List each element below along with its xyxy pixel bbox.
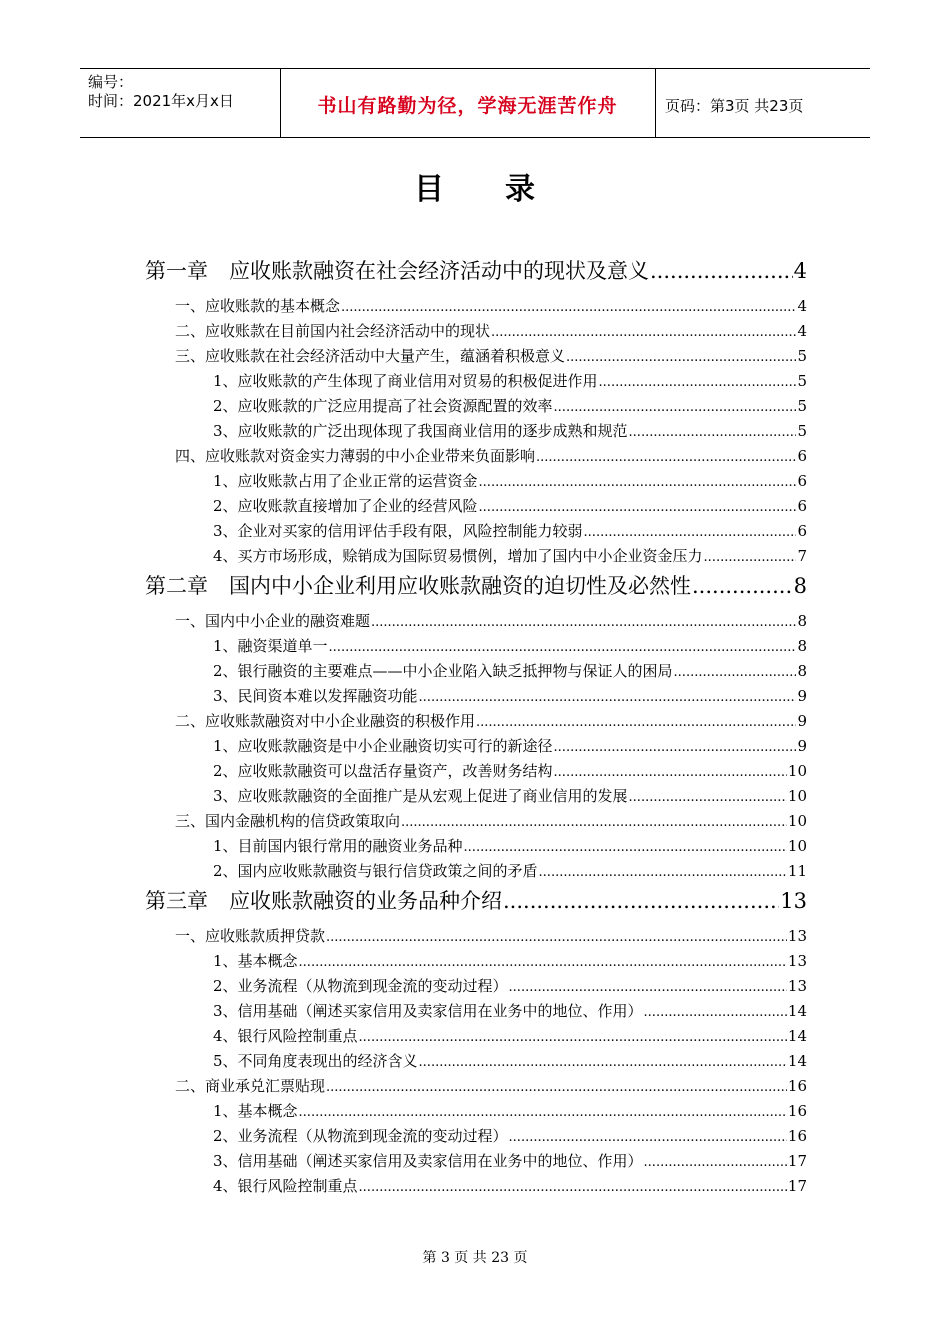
toc-page-number: 13: [787, 977, 807, 995]
toc-leader-dots: [584, 520, 797, 545]
toc-entry-title: 4、银行风险控制重点: [213, 1177, 358, 1195]
toc-page-number: 16: [787, 1077, 807, 1095]
header-page-info: 页码：第3页 共23页: [665, 97, 804, 115]
toc-page-number: 6: [797, 472, 807, 490]
title-char: 目: [414, 172, 445, 207]
toc-entry-sub[interactable]: [145, 1049, 807, 1074]
toc-entry-section[interactable]: [145, 709, 807, 734]
toc-page-number: 13: [787, 952, 807, 970]
toc-entry-title: 3、应收账款融资的全面推广是从宏观上促进了商业信用的发展: [213, 787, 628, 805]
toc-entry-title: 1、应收账款的产生体现了商业信用对贸易的积极促进作用: [213, 372, 598, 390]
toc-leader-dots: [554, 735, 797, 760]
toc-entry-title: 1、目前国内银行常用的融资业务品种: [213, 837, 463, 855]
toc-entry-title: 4、买方市场形成，赊销成为国际贸易惯例，增加了国内中小企业资金压力: [213, 547, 703, 565]
toc-entry-title: 2、应收账款的广泛应用提高了社会资源配置的效率: [213, 397, 553, 415]
toc-entry-sub[interactable]: [145, 734, 807, 759]
toc-entry-section[interactable]: [145, 924, 807, 949]
toc-leader-dots: [479, 470, 797, 495]
toc-page-number: 16: [787, 1127, 807, 1145]
toc-page-number: 13: [780, 889, 807, 913]
toc-page-number: 8: [797, 612, 807, 630]
toc-page-number: 4: [797, 297, 807, 315]
page-footer: 第 3 页 共 23 页: [422, 1250, 528, 1266]
toc-page-number: 10: [787, 762, 807, 780]
toc-entry-title: 三、应收账款在社会经济活动中大量产生，蕴涵着积极意义: [175, 347, 566, 365]
toc-page-number: 6: [797, 497, 807, 515]
toc-leader-dots: [503, 884, 779, 918]
toc-page-number: 13: [787, 927, 807, 945]
toc-entry-chapter[interactable]: [145, 569, 807, 609]
toc-entry-title: 1、应收账款占用了企业正常的运营资金: [213, 472, 478, 490]
toc-entry-title: 三、国内金融机构的信贷政策取向: [175, 812, 401, 830]
toc-page-number: 17: [787, 1152, 807, 1170]
toc-entry-sub[interactable]: [145, 1124, 807, 1149]
toc-entry-sub[interactable]: [145, 659, 807, 684]
toc-leader-dots: [554, 395, 797, 420]
toc-entry-title: 1、基本概念: [213, 952, 298, 970]
toc-leader-dots: [599, 370, 797, 395]
toc-entry-sub[interactable]: [145, 784, 807, 809]
title-char: 录: [505, 172, 536, 207]
toc-page-number: 7: [797, 547, 807, 565]
toc-entry-sub[interactable]: [145, 999, 807, 1024]
toc-leader-dots: [329, 635, 797, 660]
toc-entry-title: 二、应收账款在目前国内社会经济活动中的现状: [175, 322, 491, 340]
toc-entry-title: 1、应收账款融资是中小企业融资切实可行的新途径: [213, 737, 553, 755]
toc-entry-sub[interactable]: [145, 634, 807, 659]
toc-entry-title: 一、应收账款质押贷款: [175, 927, 326, 945]
toc-entry-sub[interactable]: [145, 684, 807, 709]
toc-leader-dots: [401, 810, 787, 835]
toc-leader-dots: [299, 1100, 787, 1125]
toc-page-number: 5: [797, 372, 807, 390]
toc-entry-title: 二、商业承兑汇票贴现: [175, 1077, 326, 1095]
toc-entry-sub[interactable]: [145, 394, 807, 419]
page-header: [80, 68, 870, 138]
toc-entry-title: 3、信用基础（阐述买家信用及卖家信用在业务中的地位、作用）: [213, 1002, 643, 1020]
toc-entry-section[interactable]: [145, 444, 807, 469]
toc-page-number: 8: [793, 574, 807, 598]
header-meta: [88, 73, 234, 111]
number-label: 编号：: [88, 73, 134, 91]
toc-leader-dots: [644, 1000, 787, 1025]
toc-entry-sub[interactable]: [145, 494, 807, 519]
toc-leader-dots: [359, 1175, 787, 1200]
toc-leader-dots: [629, 420, 797, 445]
toc-entry-title: 5、不同角度表现出的经济含义: [213, 1052, 418, 1070]
toc-page-number: 16: [787, 1102, 807, 1120]
table-of-contents: [145, 254, 807, 1199]
toc-page-number: 14: [787, 1052, 807, 1070]
toc-entry-title: 3、信用基础（阐述买家信用及卖家信用在业务中的地位、作用）: [213, 1152, 643, 1170]
toc-entry-sub[interactable]: [145, 1149, 807, 1174]
toc-leader-dots: [299, 950, 787, 975]
toc-entry-chapter[interactable]: [145, 254, 807, 294]
toc-entry-title: 1、融资渠道单一: [213, 637, 328, 655]
toc-leader-dots: [629, 785, 787, 810]
toc-entry-title: 四、应收账款对资金实力薄弱的中小企业带来负面影响: [175, 447, 536, 465]
toc-entry-sub[interactable]: [145, 419, 807, 444]
toc-entry-title: 2、应收账款直接增加了企业的经营风险: [213, 497, 478, 515]
toc-entry-title: 2、业务流程（从物流到现金流的变动过程）: [213, 977, 508, 995]
toc-page-number: 10: [787, 837, 807, 855]
toc-entry-sub[interactable]: [145, 759, 807, 784]
toc-entry-sub[interactable]: [145, 1174, 807, 1199]
toc-entry-sub[interactable]: [145, 544, 807, 569]
toc-entry-sub[interactable]: [145, 369, 807, 394]
header-motto: 书山有路勤为径，学海无涯苦作舟: [317, 95, 618, 117]
toc-page-number: 5: [797, 422, 807, 440]
toc-entry-section[interactable]: [145, 319, 807, 344]
toc-page-number: 4: [797, 322, 807, 340]
toc-page-number: 9: [797, 737, 807, 755]
toc-entry-sub[interactable]: [145, 1024, 807, 1049]
toc-entry-title: 2、应收账款融资可以盘活存量资产，改善财务结构: [213, 762, 553, 780]
toc-leader-dots: [692, 569, 793, 603]
toc-leader-dots: [326, 925, 787, 950]
toc-leader-dots: [539, 860, 787, 885]
toc-entry-title: 4、银行风险控制重点: [213, 1027, 358, 1045]
toc-leader-dots: [341, 295, 796, 320]
toc-entry-sub[interactable]: [145, 1099, 807, 1124]
toc-leader-dots: [479, 495, 797, 520]
toc-leader-dots: [509, 975, 787, 1000]
toc-entry-title: 1、基本概念: [213, 1102, 298, 1120]
toc-entry-sub[interactable]: [145, 519, 807, 544]
toc-leader-dots: [326, 1075, 787, 1100]
toc-entry-title: 一、应收账款的基本概念: [175, 297, 341, 315]
toc-entry-title: 第三章 应收账款融资的业务品种介绍: [145, 889, 502, 913]
toc-page-number: 17: [787, 1177, 807, 1195]
toc-leader-dots: [536, 445, 796, 470]
toc-entry-title: 2、银行融资的主要难点——中小企业陷入缺乏抵押物与保证人的困局: [213, 662, 673, 680]
toc-leader-dots: [554, 760, 787, 785]
date-line: 时间：2021年x月x日: [88, 92, 234, 110]
toc-entry-chapter[interactable]: [145, 884, 807, 924]
toc-entry-section[interactable]: [145, 1074, 807, 1099]
toc-leader-dots: [674, 660, 797, 685]
toc-leader-dots: [476, 710, 796, 735]
toc-page-number: 8: [797, 637, 807, 655]
toc-page-number: 5: [797, 397, 807, 415]
toc-entry-sub[interactable]: [145, 469, 807, 494]
toc-entry-sub[interactable]: [145, 859, 807, 884]
toc-entry-title: 3、民间资本难以发挥融资功能: [213, 687, 418, 705]
toc-entry-sub[interactable]: [145, 974, 807, 999]
toc-entry-sub[interactable]: [145, 834, 807, 859]
toc-entry-title: 一、国内中小企业的融资难题: [175, 612, 371, 630]
toc-page-number: 14: [787, 1002, 807, 1020]
toc-entry-title: 2、业务流程（从物流到现金流的变动过程）: [213, 1127, 508, 1145]
toc-entry-sub[interactable]: [145, 949, 807, 974]
toc-page-number: 8: [797, 662, 807, 680]
toc-entry-section[interactable]: [145, 809, 807, 834]
toc-leader-dots: [419, 685, 797, 710]
toc-entry-title: 3、企业对买家的信用评估手段有限，风险控制能力较弱: [213, 522, 583, 540]
toc-leader-dots: [509, 1125, 787, 1150]
toc-page-number: 11: [787, 862, 807, 880]
toc-page-number: 9: [797, 712, 807, 730]
toc-page-number: 5: [797, 347, 807, 365]
toc-leader-dots: [644, 1150, 787, 1175]
toc-page-number: 9: [797, 687, 807, 705]
toc-entry-title: 第一章 应收账款融资在社会经济活动中的现状及意义: [145, 259, 649, 283]
toc-leader-dots: [650, 254, 793, 288]
toc-leader-dots: [419, 1050, 787, 1075]
page-title: [0, 164, 950, 208]
toc-entry-title: 二、应收账款融资对中小企业融资的积极作用: [175, 712, 476, 730]
header-divider: [655, 69, 656, 137]
toc-leader-dots: [359, 1025, 787, 1050]
toc-page-number: 6: [797, 447, 807, 465]
toc-page-number: 4: [793, 259, 807, 283]
toc-leader-dots: [371, 610, 796, 635]
toc-entry-title: 第二章 国内中小企业利用应收账款融资的迫切性及必然性: [145, 574, 691, 598]
toc-leader-dots: [566, 345, 796, 370]
toc-page-number: 10: [787, 787, 807, 805]
toc-entry-section[interactable]: [145, 609, 807, 634]
toc-entry-title: 3、应收账款的广泛出现体现了我国商业信用的逐步成熟和规范: [213, 422, 628, 440]
toc-page-number: 14: [787, 1027, 807, 1045]
toc-page-number: 6: [797, 522, 807, 540]
toc-entry-section[interactable]: [145, 344, 807, 369]
toc-page-number: 10: [787, 812, 807, 830]
toc-entry-section[interactable]: [145, 294, 807, 319]
toc-entry-title: 2、国内应收账款融资与银行信贷政策之间的矛盾: [213, 862, 538, 880]
toc-leader-dots: [704, 545, 797, 570]
toc-leader-dots: [491, 320, 796, 345]
toc-leader-dots: [464, 835, 787, 860]
